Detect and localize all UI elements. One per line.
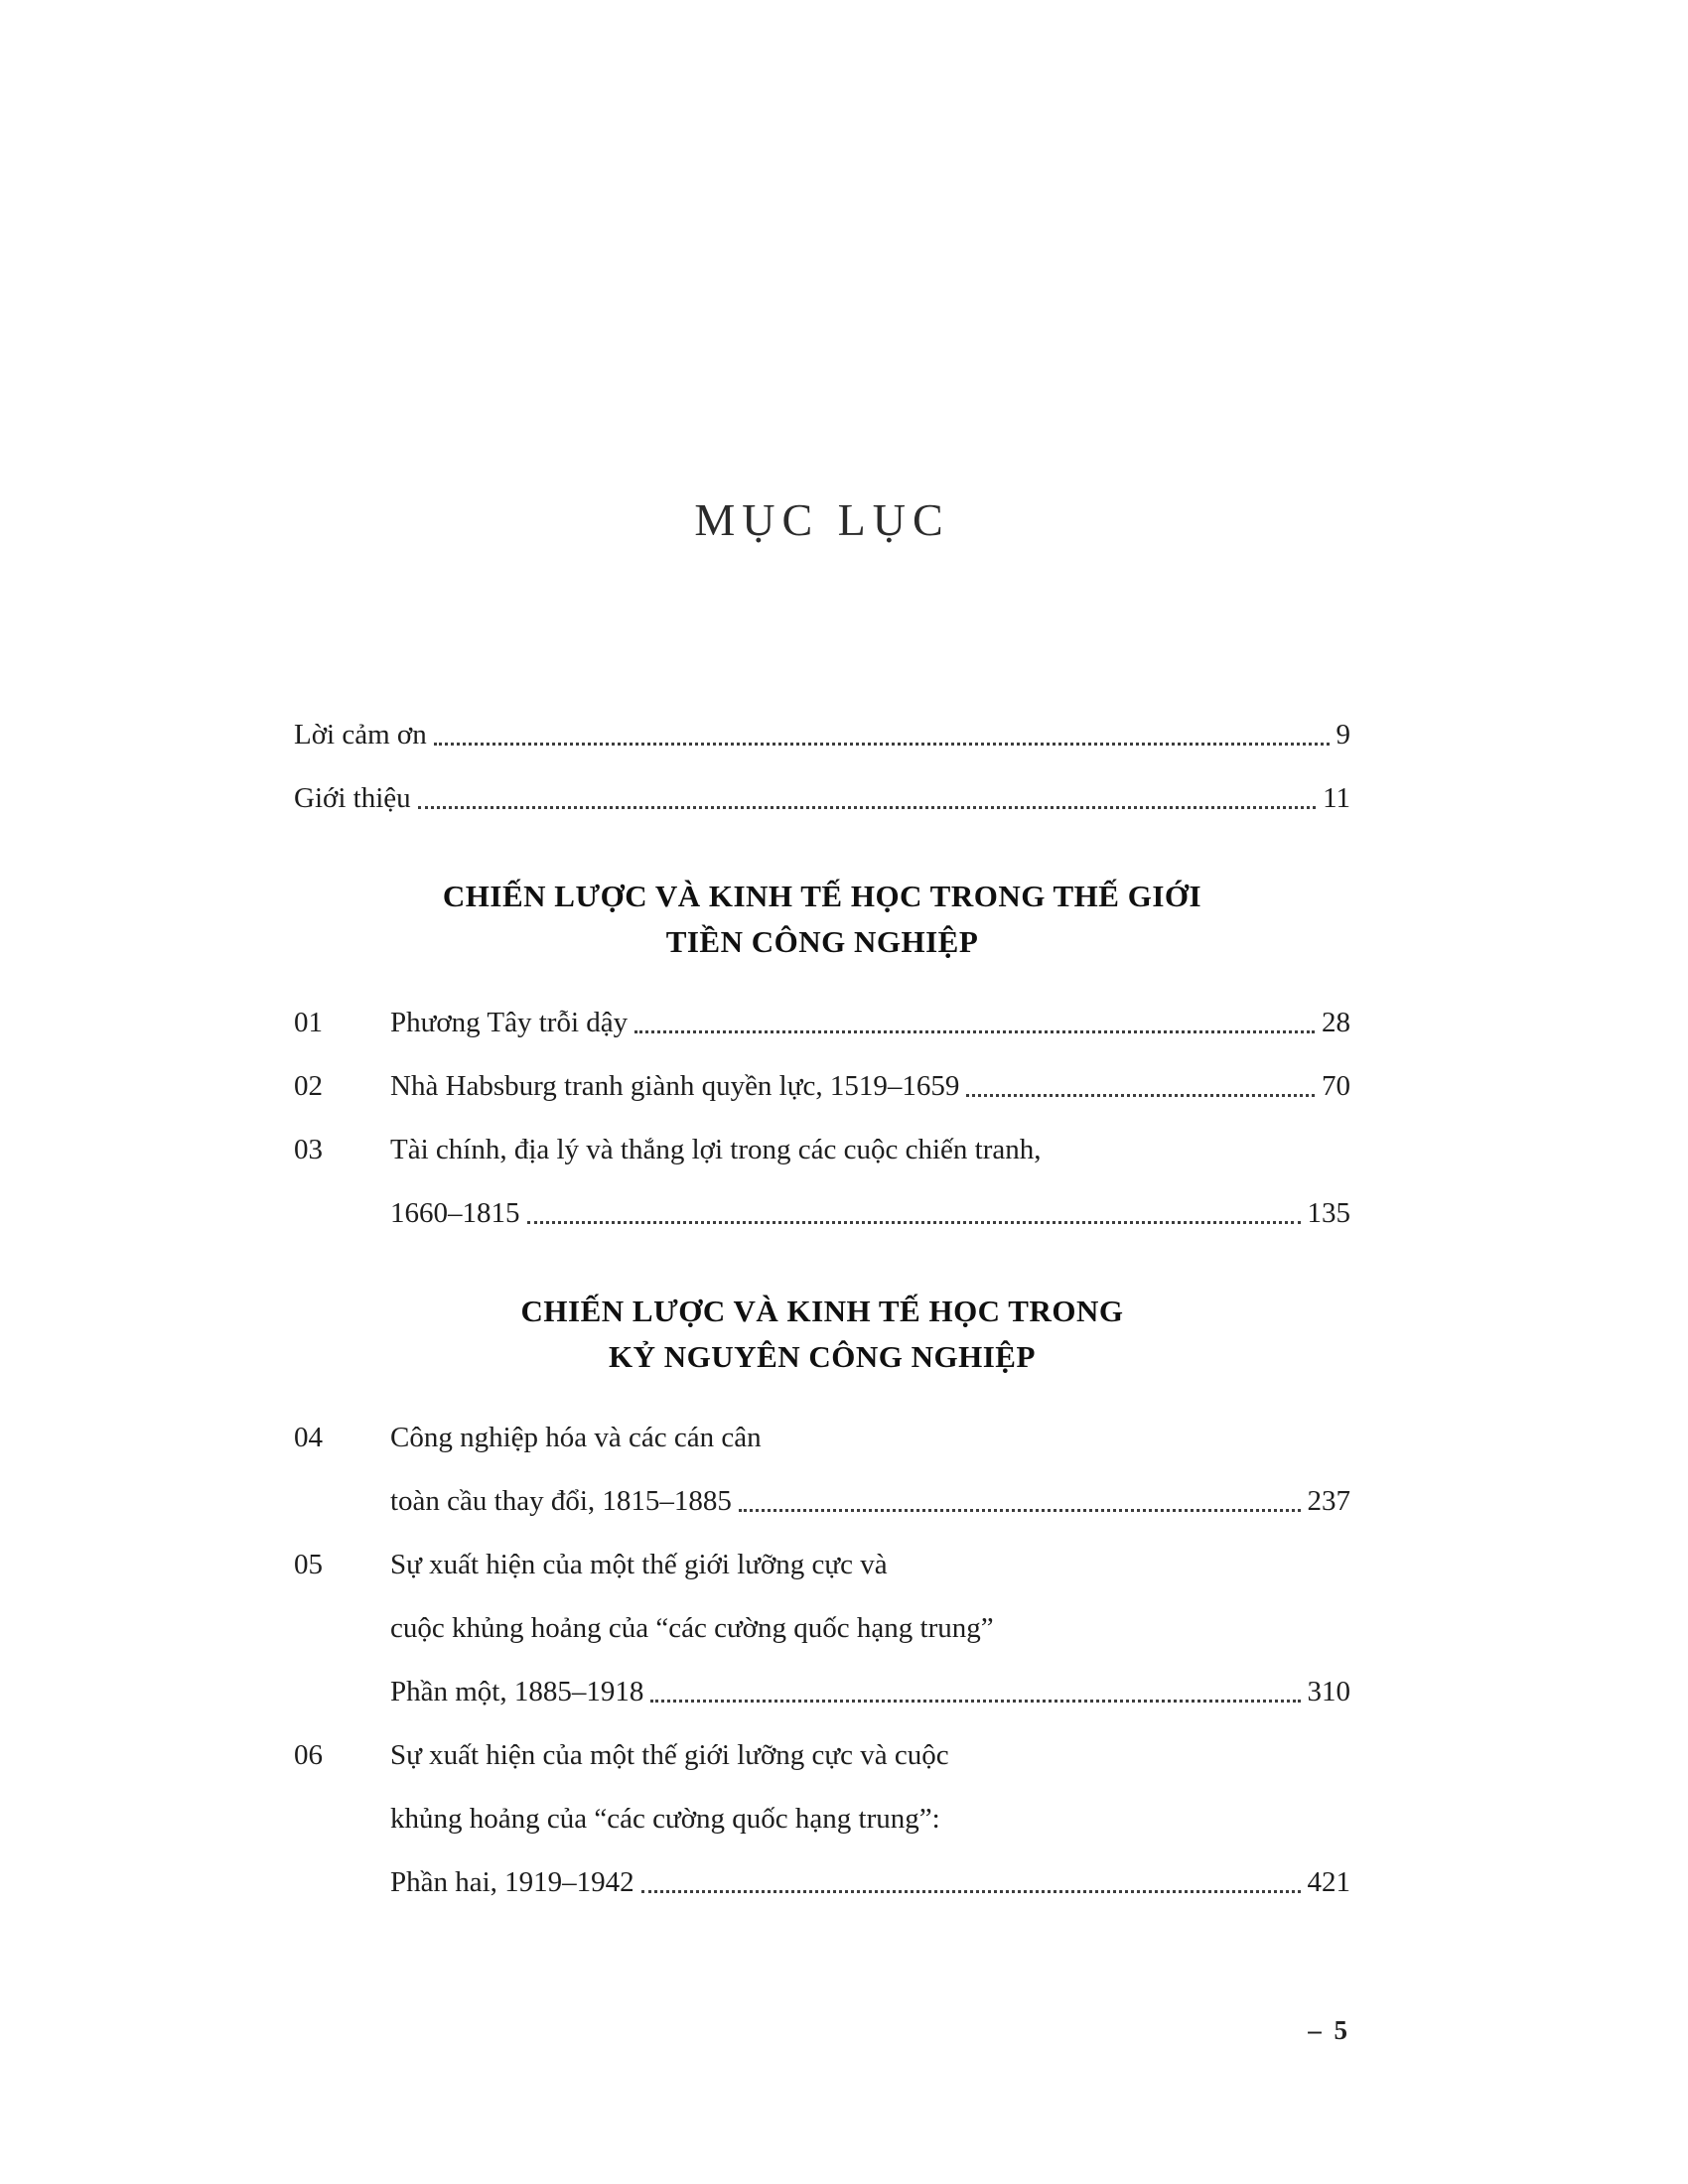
toc-entry-page-number: 9 bbox=[1336, 719, 1350, 751]
toc-entry-chapter-04 bbox=[294, 1406, 1350, 1533]
toc-entry-page-number: 11 bbox=[1323, 782, 1350, 814]
chapter-number: 05 bbox=[294, 1549, 323, 1580]
toc-entry-chapter-05 bbox=[294, 1533, 1350, 1723]
chapter-entry bbox=[390, 991, 1350, 1054]
chapter-title-line: Phần một, 1885–1918 bbox=[390, 1676, 644, 1707]
footer-page-number: – 5 bbox=[1308, 2015, 1350, 2045]
dot-leader bbox=[641, 1850, 1301, 1893]
chapter-number: 03 bbox=[294, 1134, 323, 1165]
chapter-title: Nhà Habsburg tranh giành quyền lực, 1519–1659 bbox=[390, 1070, 960, 1102]
dot-leader bbox=[527, 1181, 1301, 1224]
chapter-title-line: 1660–1815 bbox=[390, 1197, 520, 1229]
dot-leader bbox=[634, 991, 1315, 1033]
toc-entry-chapter-01 bbox=[294, 991, 1350, 1054]
chapter-page-number: 28 bbox=[1322, 1007, 1350, 1038]
chapter-title-line: Công nghiệp hóa và các cán cân bbox=[390, 1422, 762, 1453]
chapter-entry bbox=[390, 1054, 1350, 1118]
section-heading-line: TIỀN CÔNG NGHIỆP bbox=[665, 924, 979, 959]
toc-entry-chapter-03 bbox=[294, 1118, 1350, 1245]
section-heading-industrial bbox=[294, 1289, 1350, 1380]
chapter-title-line: Sự xuất hiện của một thế giới lưỡng cực và bbox=[390, 1549, 888, 1580]
front-matter-list bbox=[294, 703, 1350, 830]
chapter-page-number: 421 bbox=[1307, 1866, 1350, 1898]
section-heading-line: KỶ NGUYÊN CÔNG NGHIỆP bbox=[609, 1339, 1036, 1374]
chapter-title-line: Phần hai, 1919–1942 bbox=[390, 1866, 634, 1898]
chapter-title-line: Tài chính, địa lý và thắng lợi trong các cuộc chiến tranh, bbox=[390, 1134, 1042, 1165]
chapter-entry bbox=[390, 1406, 1350, 1533]
dot-leader bbox=[434, 703, 1330, 746]
chapter-entry bbox=[390, 1533, 1350, 1723]
toc-entry-chapter-02 bbox=[294, 1054, 1350, 1118]
chapter-entry bbox=[390, 1118, 1350, 1245]
toc-entry-acknowledgements bbox=[294, 703, 1350, 766]
toc-entry-label: Lời cảm ơn bbox=[294, 719, 427, 751]
toc-entry-chapter-06 bbox=[294, 1723, 1350, 1914]
toc-entry-label: Giới thiệu bbox=[294, 782, 411, 814]
chapter-page-number: 135 bbox=[1307, 1197, 1350, 1229]
dot-leader bbox=[650, 1660, 1300, 1703]
chapter-number: 02 bbox=[294, 1070, 323, 1102]
page-title: MỤC LỤC bbox=[694, 494, 950, 545]
section-heading-preindustrial bbox=[294, 874, 1350, 965]
section-heading-line: CHIẾN LƯỢC VÀ KINH TẾ HỌC TRONG bbox=[520, 1294, 1124, 1328]
chapter-page-number: 310 bbox=[1307, 1676, 1350, 1707]
chapter-number: 01 bbox=[294, 1007, 323, 1038]
chapter-title-line: toàn cầu thay đổi, 1815–1885 bbox=[390, 1485, 732, 1517]
chapter-page-number: 70 bbox=[1322, 1070, 1350, 1102]
chapter-entry bbox=[390, 1723, 1350, 1914]
chapter-title-line: khủng hoảng của “các cường quốc hạng trung”: bbox=[390, 1803, 940, 1835]
toc-entry-introduction bbox=[294, 766, 1350, 830]
chapter-number: 04 bbox=[294, 1422, 323, 1453]
dot-leader bbox=[966, 1054, 1315, 1097]
chapter-page-number: 237 bbox=[1307, 1485, 1350, 1517]
dot-leader bbox=[418, 766, 1316, 809]
chapter-title: Phương Tây trỗi dậy bbox=[390, 1007, 629, 1038]
chapter-number: 06 bbox=[294, 1739, 323, 1771]
chapter-title-line: cuộc khủng hoảng của “các cường quốc hạng trung” bbox=[390, 1612, 994, 1644]
chapter-title-line: Sự xuất hiện của một thế giới lưỡng cực và cuộc bbox=[390, 1739, 949, 1771]
section-heading-line: CHIẾN LƯỢC VÀ KINH TẾ HỌC TRONG THẾ GIỚI bbox=[442, 879, 1202, 913]
toc-content bbox=[294, 0, 1350, 1914]
dot-leader bbox=[739, 1469, 1301, 1512]
